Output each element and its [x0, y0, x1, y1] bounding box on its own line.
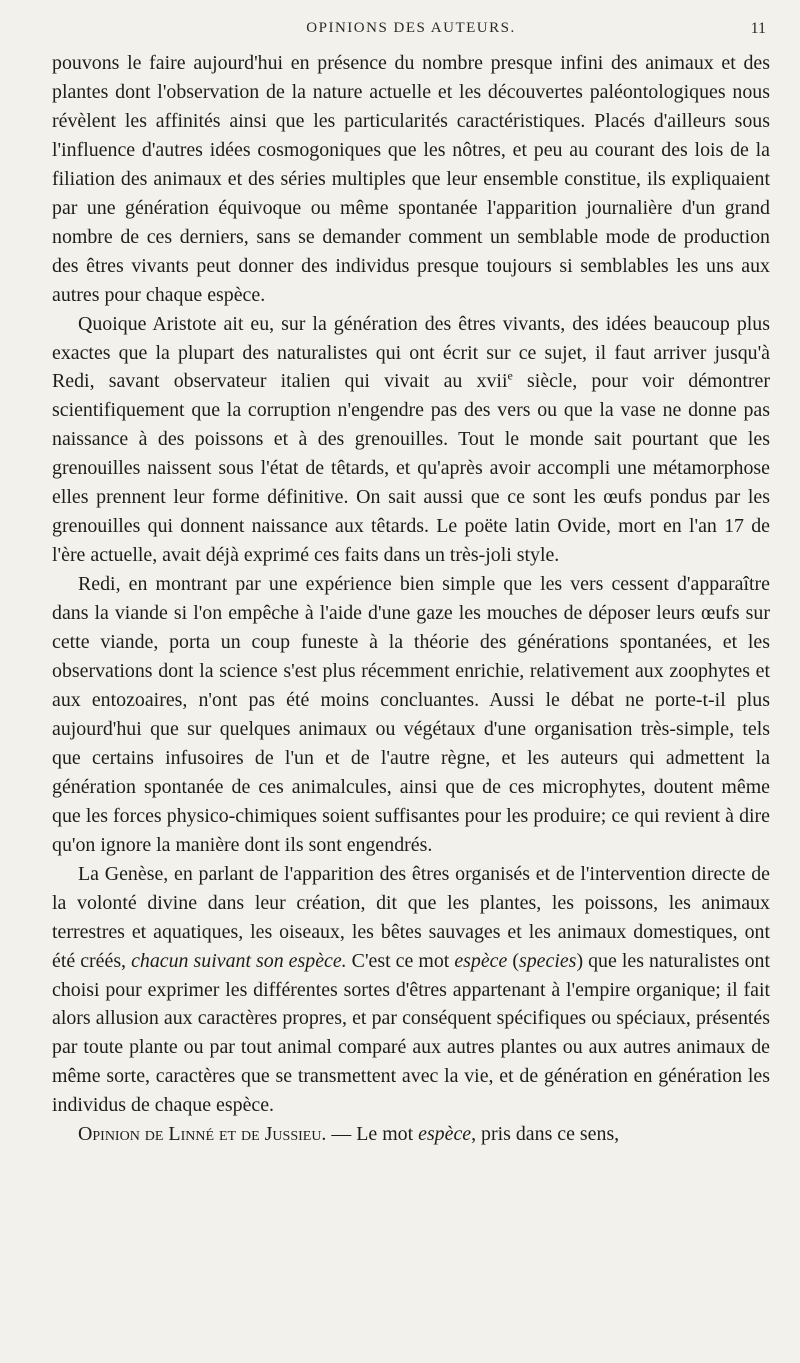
paragraph-4-text-a: La Genèse, en parlant de l'apparition des êtres organisés et de l'intervention directe de la volonté divine dans leur création, dit que les plantes, les poissons, les animaux terrestres et aquatiques, les oiseaux, les bêtes sauvages et les animaux domestiques, ont été créés,: [52, 862, 770, 972]
paragraph-4-text-b: C'est ce mot: [346, 949, 455, 972]
paragraph-4: [52, 860, 770, 1121]
paragraph-4-text-d: ) que les naturalistes ont choisi pour exprimer les différentes sortes d'êtres appartenant à l'empire organique; il fait alors allusion aux caractères propres, et par conséquent spécifiques ou spéciaux, présentés par toute plante ou par tout animal comparé aux autres plantes ou aux autres animaux de même sorte, caractères que se transmettent avec la vie, et de génération en génération les individus de chaque espèce.: [52, 949, 770, 1117]
paragraph-5-text-b: , pris dans ce sens,: [471, 1123, 620, 1146]
body-text: [52, 49, 770, 1149]
section-heading: Opinion de Linné et de Jussieu.: [78, 1123, 327, 1146]
paragraph-5-text-a: — Le mot: [326, 1123, 419, 1146]
century-superscript: e: [507, 368, 513, 383]
paragraph-4-text-c: (: [507, 949, 519, 972]
running-title: OPINIONS DES AUTEURS.: [306, 20, 516, 36]
term-espece: espèce: [454, 949, 508, 972]
quote-chacun-suivant: chacun suivant son espèce.: [131, 949, 347, 972]
paragraph-3: Redi, en montrant par une expérience bien simple que les vers cessent d'apparaître dans la viande si l'on empêche à l'aide d'une gaze les mouches de déposer leurs œufs sur cette viande, porta un coup funeste à la théorie des générations spontanées, et les observations dont la science s'est plus récemment enrichie, relativement aux zoophytes et aux entozoaires, n'ont pas été moins concluantes. Aussi le débat ne porte-t-il plus aujourd'hui que sur quelques animaux ou végétaux d'une organisation très-simple, tels que certains infusoires de l'un et de l'autre règne, et les auteurs qui admettent la génération spontanée de ces animalcules, ainsi que de ces microphytes, doutent même que les forces physico-chimiques soient suffisantes pour les produire; ce qui revient à dire qu'on ignore la manière dont ils sont engendrés.: [52, 573, 770, 856]
term-espece-2: espèce: [418, 1123, 472, 1146]
paragraph-2-text-b: siècle, pour voir démontrer scientifiquement que la corruption n'engendre pas des vers ou que la vase ne donne pas naissance à des poissons et à des grenouilles. Tout le monde sait pourtant que les grenouilles naissent sous l'état de têtards, et qu'après avoir accompli une métamorphose elles prennent leur forme définitive. On sait aussi que ce sont les œufs pondus par les grenouilles qui donnent naissance aux têtards. Le poëte latin Ovide, mort en l'an 17 de l'ère actuelle, avait déjà exprimé ces faits dans un très-joli style.: [52, 370, 770, 567]
term-species: species: [518, 949, 577, 972]
paragraph-5: [52, 1120, 770, 1149]
paragraph-2: [52, 310, 770, 571]
paragraph-2-text-a: Quoique Aristote ait eu, sur la génération des êtres vivants, des idées beaucoup plus exactes que la plupart des naturalistes qui ont écrit sur ce sujet, il faut arriver jusqu'à Redi, savant observateur italien qui vivait au xvii: [52, 312, 770, 393]
paragraph-1: pouvons le faire aujourd'hui en présence du nombre presque infini des animaux et des plantes dont l'observation de la nature actuelle et les découvertes paléontologiques nous révèlent les affinités ainsi que les particularités caractéristiques. Placés d'ailleurs sous l'influence d'autres idées cosmogoniques que les nôtres, et peu au courant des lois de la filiation des animaux et des séries multiples que leur ensemble constitue, ils expliquaient par une génération équivoque ou même spontanée l'apparition journalière d'un grand nombre de ces derniers, sans se demander comment un semblable mode de production des êtres vivants peut donner des individus presque toujours si semblables les uns aux autres pour chaque espèce.: [52, 52, 770, 306]
page-number: 11: [750, 20, 766, 37]
running-head: [52, 12, 770, 42]
